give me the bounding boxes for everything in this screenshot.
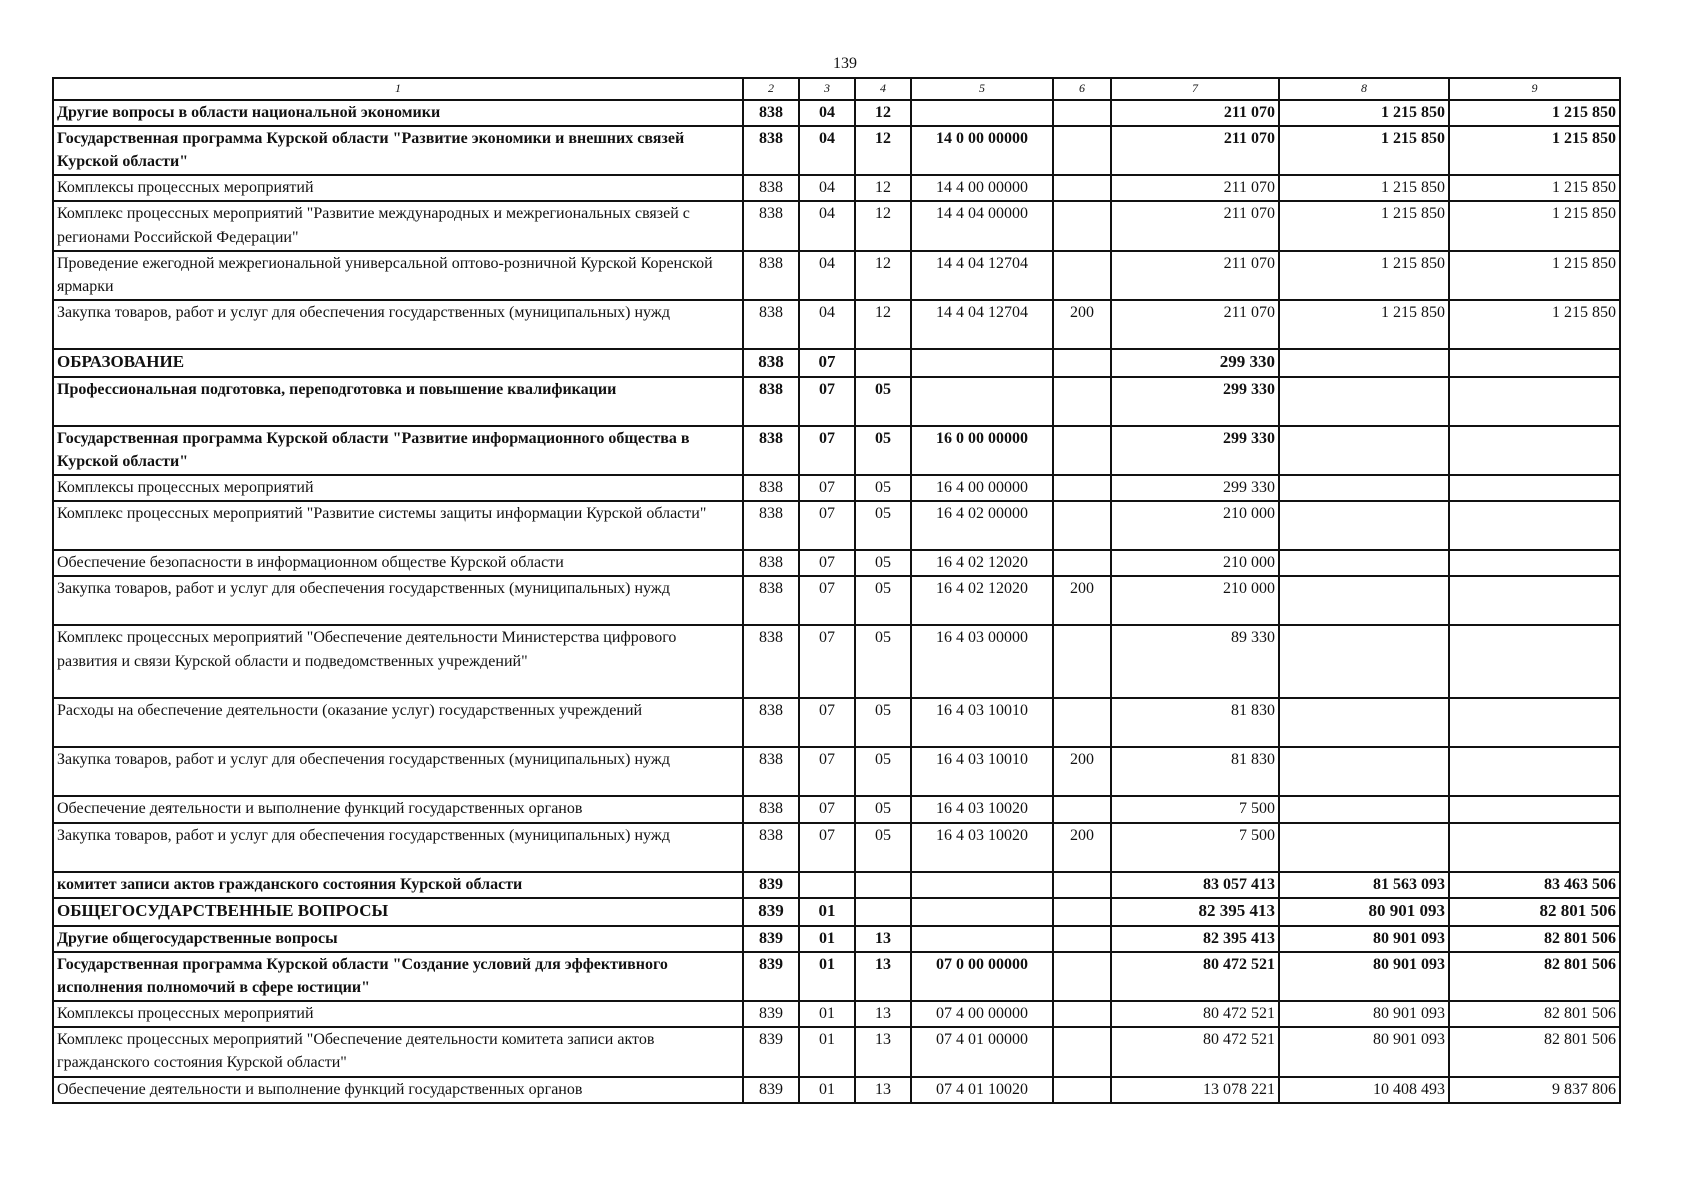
cell-vr: 200 <box>1053 747 1111 796</box>
cell-name: ОБРАЗОВАНИЕ <box>53 349 743 377</box>
cell-name: Комплекс процессных мероприятий "Развитие международных и межрегиональных связей с регионами Российской Федерации" <box>53 201 743 250</box>
cell-vr <box>1053 952 1111 1001</box>
col-header: 6 <box>1053 78 1111 100</box>
cell-amount-7: 211 070 <box>1111 201 1279 250</box>
cell-csr: 14 4 04 12704 <box>911 251 1053 300</box>
cell-gr: 839 <box>743 1077 799 1103</box>
cell-vr <box>1053 201 1111 250</box>
cell-name: Закупка товаров, работ и услуг для обеспечения государственных (муниципальных) нужд <box>53 300 743 349</box>
cell-gr: 839 <box>743 1027 799 1076</box>
cell-pr: 05 <box>855 550 911 576</box>
table-row <box>53 625 1620 698</box>
cell-rz: 07 <box>799 377 855 426</box>
cell-csr <box>911 898 1053 926</box>
cell-amount-7: 89 330 <box>1111 625 1279 698</box>
cell-csr: 16 4 03 10010 <box>911 747 1053 796</box>
cell-rz: 04 <box>799 175 855 201</box>
cell-amount-8: 1 215 850 <box>1279 100 1449 126</box>
cell-csr: 07 4 01 10020 <box>911 1077 1053 1103</box>
cell-name: Расходы на обеспечение деятельности (оказание услуг) государственных учреждений <box>53 698 743 747</box>
cell-amount-9 <box>1449 377 1620 426</box>
cell-csr: 14 4 00 00000 <box>911 175 1053 201</box>
cell-amount-8 <box>1279 426 1449 475</box>
cell-pr: 05 <box>855 576 911 625</box>
cell-gr: 838 <box>743 823 799 872</box>
cell-amount-9 <box>1449 576 1620 625</box>
cell-amount-9: 1 215 850 <box>1449 175 1620 201</box>
cell-rz: 07 <box>799 796 855 822</box>
cell-csr: 07 0 00 00000 <box>911 952 1053 1001</box>
cell-gr: 838 <box>743 550 799 576</box>
table-row <box>53 126 1620 175</box>
cell-pr: 12 <box>855 251 911 300</box>
cell-name: Профессиональная подготовка, переподготовка и повышение квалификации <box>53 377 743 426</box>
page-number: 139 <box>833 55 857 72</box>
cell-amount-8: 81 563 093 <box>1279 872 1449 898</box>
column-number-row <box>53 78 1620 100</box>
cell-name: Государственная программа Курской области "Развитие информационного общества в Курской области" <box>53 426 743 475</box>
cell-pr: 13 <box>855 1077 911 1103</box>
cell-vr <box>1053 475 1111 501</box>
cell-rz: 07 <box>799 625 855 698</box>
cell-gr: 839 <box>743 926 799 952</box>
cell-amount-9: 9 837 806 <box>1449 1077 1620 1103</box>
table-row <box>53 1001 1620 1027</box>
cell-gr: 838 <box>743 426 799 475</box>
cell-name: комитет записи актов гражданского состояния Курской области <box>53 872 743 898</box>
cell-name: Другие общегосударственные вопросы <box>53 926 743 952</box>
cell-csr <box>911 100 1053 126</box>
cell-amount-7: 299 330 <box>1111 349 1279 377</box>
cell-amount-8 <box>1279 475 1449 501</box>
cell-amount-7: 7 500 <box>1111 796 1279 822</box>
cell-amount-7: 210 000 <box>1111 550 1279 576</box>
cell-vr <box>1053 251 1111 300</box>
cell-name: Обеспечение деятельности и выполнение функций государственных органов <box>53 796 743 822</box>
cell-amount-8: 80 901 093 <box>1279 898 1449 926</box>
cell-gr: 838 <box>743 349 799 377</box>
cell-amount-7: 211 070 <box>1111 100 1279 126</box>
cell-gr: 838 <box>743 300 799 349</box>
table-row <box>53 698 1620 747</box>
cell-csr: 16 4 03 10020 <box>911 796 1053 822</box>
cell-rz: 07 <box>799 550 855 576</box>
cell-vr <box>1053 796 1111 822</box>
cell-amount-8: 10 408 493 <box>1279 1077 1449 1103</box>
cell-amount-7: 211 070 <box>1111 126 1279 175</box>
cell-pr <box>855 872 911 898</box>
cell-amount-9 <box>1449 426 1620 475</box>
cell-amount-9 <box>1449 475 1620 501</box>
cell-amount-9: 1 215 850 <box>1449 251 1620 300</box>
cell-vr <box>1053 377 1111 426</box>
cell-amount-8: 1 215 850 <box>1279 201 1449 250</box>
cell-rz: 04 <box>799 126 855 175</box>
cell-amount-7: 81 830 <box>1111 747 1279 796</box>
cell-gr: 839 <box>743 872 799 898</box>
cell-vr <box>1053 1001 1111 1027</box>
cell-csr <box>911 872 1053 898</box>
cell-rz: 07 <box>799 823 855 872</box>
cell-rz: 04 <box>799 251 855 300</box>
cell-rz: 07 <box>799 475 855 501</box>
cell-vr <box>1053 1077 1111 1103</box>
cell-amount-8 <box>1279 576 1449 625</box>
cell-csr: 07 4 00 00000 <box>911 1001 1053 1027</box>
cell-vr <box>1053 100 1111 126</box>
cell-pr: 13 <box>855 952 911 1001</box>
table-row <box>53 898 1620 926</box>
table-row <box>53 872 1620 898</box>
cell-pr: 13 <box>855 926 911 952</box>
cell-csr: 16 4 02 12020 <box>911 576 1053 625</box>
cell-csr: 16 4 00 00000 <box>911 475 1053 501</box>
cell-pr: 05 <box>855 475 911 501</box>
table-row <box>53 1027 1620 1076</box>
cell-name: Закупка товаров, работ и услуг для обеспечения государственных (муниципальных) нужд <box>53 823 743 872</box>
cell-rz: 07 <box>799 501 855 550</box>
cell-name: Комплекс процессных мероприятий "Обеспечение деятельности Министерства цифрового развития и связи Курской области и подведомственных учреждений" <box>53 625 743 698</box>
cell-name: Комплекс процессных мероприятий "Обеспечение деятельности комитета записи актов гражданского состояния Курской области" <box>53 1027 743 1076</box>
cell-csr: 16 4 03 10010 <box>911 698 1053 747</box>
cell-amount-8: 1 215 850 <box>1279 300 1449 349</box>
cell-amount-7: 80 472 521 <box>1111 1027 1279 1076</box>
cell-rz: 07 <box>799 426 855 475</box>
table-row <box>53 747 1620 796</box>
cell-amount-8 <box>1279 550 1449 576</box>
cell-amount-7: 211 070 <box>1111 175 1279 201</box>
table-row <box>53 349 1620 377</box>
cell-name: Проведение ежегодной межрегиональной универсальной оптово-розничной Курской Коренской ярмарки <box>53 251 743 300</box>
cell-amount-9: 83 463 506 <box>1449 872 1620 898</box>
cell-amount-9: 1 215 850 <box>1449 201 1620 250</box>
cell-gr: 838 <box>743 175 799 201</box>
cell-rz: 04 <box>799 300 855 349</box>
cell-pr: 13 <box>855 1001 911 1027</box>
table-row <box>53 952 1620 1001</box>
cell-gr: 838 <box>743 377 799 426</box>
cell-rz: 01 <box>799 926 855 952</box>
cell-rz: 01 <box>799 1077 855 1103</box>
cell-amount-9 <box>1449 349 1620 377</box>
cell-amount-7: 81 830 <box>1111 698 1279 747</box>
cell-amount-8 <box>1279 501 1449 550</box>
table-row <box>53 201 1620 250</box>
cell-amount-7: 80 472 521 <box>1111 1001 1279 1027</box>
cell-gr: 839 <box>743 898 799 926</box>
col-header: 1 <box>53 78 743 100</box>
cell-csr: 16 4 02 12020 <box>911 550 1053 576</box>
cell-vr <box>1053 698 1111 747</box>
cell-pr: 05 <box>855 426 911 475</box>
cell-amount-8: 1 215 850 <box>1279 126 1449 175</box>
cell-name: Обеспечение деятельности и выполнение функций государственных органов <box>53 1077 743 1103</box>
cell-gr: 838 <box>743 625 799 698</box>
cell-gr: 838 <box>743 698 799 747</box>
cell-rz: 07 <box>799 349 855 377</box>
cell-gr: 838 <box>743 576 799 625</box>
cell-name: Комплексы процессных мероприятий <box>53 475 743 501</box>
table-row <box>53 175 1620 201</box>
cell-amount-8: 1 215 850 <box>1279 175 1449 201</box>
cell-pr: 05 <box>855 377 911 426</box>
cell-gr: 838 <box>743 201 799 250</box>
table-row <box>53 100 1620 126</box>
cell-csr: 16 4 02 00000 <box>911 501 1053 550</box>
cell-csr: 14 0 00 00000 <box>911 126 1053 175</box>
cell-amount-8 <box>1279 377 1449 426</box>
cell-csr: 16 0 00 00000 <box>911 426 1053 475</box>
table-row <box>53 1077 1620 1103</box>
cell-amount-9: 1 215 850 <box>1449 126 1620 175</box>
cell-pr: 05 <box>855 501 911 550</box>
table-row <box>53 823 1620 872</box>
cell-csr <box>911 349 1053 377</box>
cell-pr <box>855 898 911 926</box>
cell-vr: 200 <box>1053 300 1111 349</box>
cell-pr: 12 <box>855 100 911 126</box>
cell-vr <box>1053 872 1111 898</box>
cell-rz: 07 <box>799 747 855 796</box>
cell-rz: 07 <box>799 698 855 747</box>
cell-amount-9 <box>1449 796 1620 822</box>
cell-amount-7: 299 330 <box>1111 426 1279 475</box>
cell-amount-7: 210 000 <box>1111 576 1279 625</box>
col-header: 4 <box>855 78 911 100</box>
cell-amount-9 <box>1449 698 1620 747</box>
col-header: 7 <box>1111 78 1279 100</box>
cell-amount-9: 82 801 506 <box>1449 1001 1620 1027</box>
cell-amount-7: 299 330 <box>1111 475 1279 501</box>
cell-amount-9 <box>1449 501 1620 550</box>
cell-pr: 13 <box>855 1027 911 1076</box>
cell-rz: 04 <box>799 201 855 250</box>
cell-amount-7: 13 078 221 <box>1111 1077 1279 1103</box>
cell-name: Закупка товаров, работ и услуг для обеспечения государственных (муниципальных) нужд <box>53 576 743 625</box>
table-row <box>53 300 1620 349</box>
cell-csr: 14 4 04 12704 <box>911 300 1053 349</box>
cell-name: Закупка товаров, работ и услуг для обеспечения государственных (муниципальных) нужд <box>53 747 743 796</box>
cell-amount-7: 82 395 413 <box>1111 926 1279 952</box>
cell-vr <box>1053 501 1111 550</box>
cell-vr <box>1053 349 1111 377</box>
col-header: 5 <box>911 78 1053 100</box>
table-row <box>53 377 1620 426</box>
cell-vr <box>1053 1027 1111 1076</box>
cell-gr: 838 <box>743 251 799 300</box>
cell-name: Комплексы процессных мероприятий <box>53 1001 743 1027</box>
cell-csr <box>911 926 1053 952</box>
cell-pr: 12 <box>855 126 911 175</box>
cell-rz: 01 <box>799 1001 855 1027</box>
cell-amount-7: 7 500 <box>1111 823 1279 872</box>
table-row <box>53 501 1620 550</box>
cell-name: Комплексы процессных мероприятий <box>53 175 743 201</box>
cell-amount-9 <box>1449 625 1620 698</box>
cell-vr: 200 <box>1053 576 1111 625</box>
cell-amount-7: 299 330 <box>1111 377 1279 426</box>
table-row <box>53 475 1620 501</box>
cell-rz: 07 <box>799 576 855 625</box>
cell-amount-8: 80 901 093 <box>1279 926 1449 952</box>
cell-csr <box>911 377 1053 426</box>
cell-amount-8: 80 901 093 <box>1279 1027 1449 1076</box>
cell-gr: 839 <box>743 952 799 1001</box>
cell-vr <box>1053 926 1111 952</box>
cell-amount-9 <box>1449 550 1620 576</box>
cell-amount-8 <box>1279 625 1449 698</box>
cell-vr <box>1053 625 1111 698</box>
cell-name: Другие вопросы в области национальной экономики <box>53 100 743 126</box>
cell-csr: 14 4 04 00000 <box>911 201 1053 250</box>
cell-rz: 01 <box>799 952 855 1001</box>
cell-amount-8 <box>1279 796 1449 822</box>
cell-name: Государственная программа Курской области "Развитие экономики и внешних связей Курской области" <box>53 126 743 175</box>
cell-gr: 838 <box>743 796 799 822</box>
cell-rz: 01 <box>799 1027 855 1076</box>
table-row <box>53 926 1620 952</box>
cell-rz: 01 <box>799 898 855 926</box>
cell-vr <box>1053 550 1111 576</box>
cell-amount-9: 82 801 506 <box>1449 926 1620 952</box>
cell-gr: 838 <box>743 475 799 501</box>
cell-pr: 05 <box>855 698 911 747</box>
cell-vr <box>1053 175 1111 201</box>
cell-vr: 200 <box>1053 823 1111 872</box>
cell-pr: 12 <box>855 201 911 250</box>
cell-amount-8: 80 901 093 <box>1279 1001 1449 1027</box>
col-header: 8 <box>1279 78 1449 100</box>
cell-name: Государственная программа Курской области "Создание условий для эффективного исполнения полномочий в сфере юстиции" <box>53 952 743 1001</box>
table-row <box>53 550 1620 576</box>
col-header: 3 <box>799 78 855 100</box>
cell-amount-8 <box>1279 747 1449 796</box>
table-row <box>53 796 1620 822</box>
cell-amount-7: 80 472 521 <box>1111 952 1279 1001</box>
cell-csr: 07 4 01 00000 <box>911 1027 1053 1076</box>
cell-gr: 838 <box>743 501 799 550</box>
cell-amount-9: 1 215 850 <box>1449 100 1620 126</box>
cell-gr: 838 <box>743 100 799 126</box>
cell-amount-7: 82 395 413 <box>1111 898 1279 926</box>
cell-gr: 838 <box>743 126 799 175</box>
cell-amount-8 <box>1279 823 1449 872</box>
cell-amount-9: 82 801 506 <box>1449 898 1620 926</box>
col-header: 9 <box>1449 78 1620 100</box>
col-header: 2 <box>743 78 799 100</box>
cell-pr: 05 <box>855 747 911 796</box>
cell-amount-9 <box>1449 823 1620 872</box>
cell-amount-9: 82 801 506 <box>1449 952 1620 1001</box>
cell-vr <box>1053 898 1111 926</box>
cell-name: ОБЩЕГОСУДАРСТВЕННЫЕ ВОПРОСЫ <box>53 898 743 926</box>
cell-gr: 839 <box>743 1001 799 1027</box>
cell-amount-9 <box>1449 747 1620 796</box>
table-row <box>53 426 1620 475</box>
cell-pr <box>855 349 911 377</box>
cell-amount-7: 211 070 <box>1111 251 1279 300</box>
cell-amount-7: 211 070 <box>1111 300 1279 349</box>
cell-vr <box>1053 426 1111 475</box>
cell-pr: 05 <box>855 823 911 872</box>
cell-pr: 05 <box>855 625 911 698</box>
cell-amount-8: 1 215 850 <box>1279 251 1449 300</box>
cell-amount-8: 80 901 093 <box>1279 952 1449 1001</box>
cell-csr: 16 4 03 00000 <box>911 625 1053 698</box>
cell-amount-8 <box>1279 698 1449 747</box>
cell-rz <box>799 872 855 898</box>
cell-csr: 16 4 03 10020 <box>911 823 1053 872</box>
table-row <box>53 251 1620 300</box>
cell-amount-9: 82 801 506 <box>1449 1027 1620 1076</box>
cell-amount-8 <box>1279 349 1449 377</box>
cell-rz: 04 <box>799 100 855 126</box>
table-row <box>53 576 1620 625</box>
cell-name: Обеспечение безопасности в информационном обществе Курской области <box>53 550 743 576</box>
cell-amount-9: 1 215 850 <box>1449 300 1620 349</box>
cell-name: Комплекс процессных мероприятий "Развитие системы защиты информации Курской области" <box>53 501 743 550</box>
cell-amount-7: 210 000 <box>1111 501 1279 550</box>
cell-pr: 12 <box>855 175 911 201</box>
cell-vr <box>1053 126 1111 175</box>
cell-gr: 838 <box>743 747 799 796</box>
cell-pr: 05 <box>855 796 911 822</box>
cell-pr: 12 <box>855 300 911 349</box>
cell-amount-7: 83 057 413 <box>1111 872 1279 898</box>
budget-table <box>52 77 1621 1104</box>
